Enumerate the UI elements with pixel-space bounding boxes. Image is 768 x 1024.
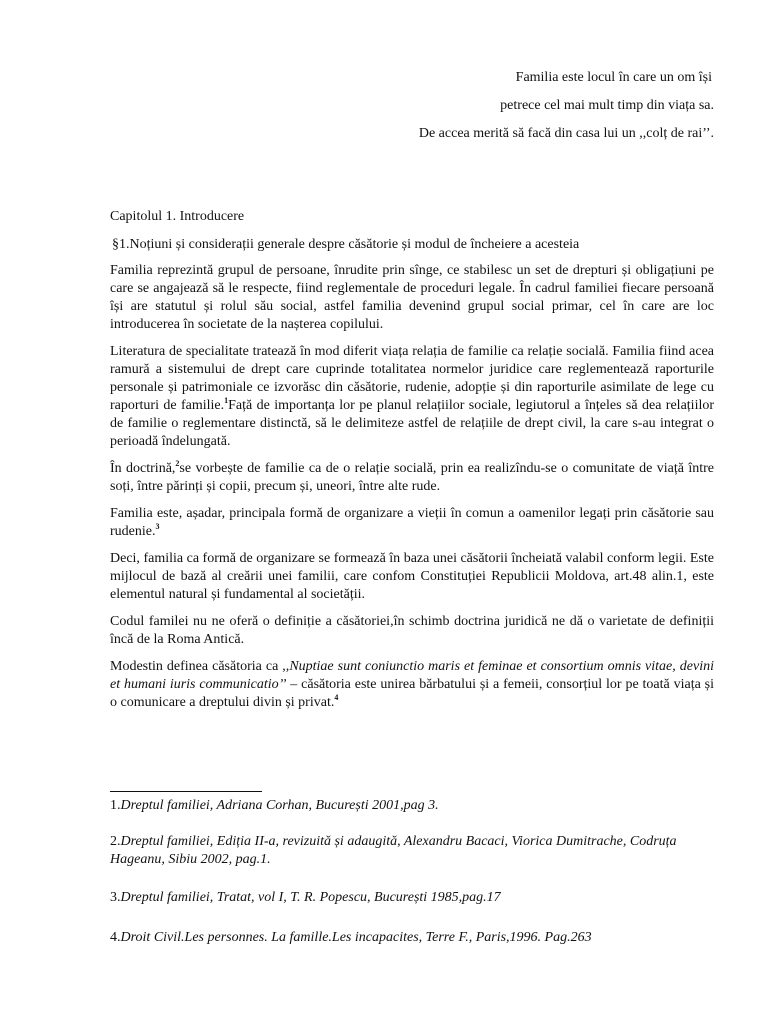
footnote-3-number: 3. [110,890,121,905]
footnote-2-number: 2. [110,834,121,849]
paragraph-3-text-b: se vorbește de familie ca de o relație socială, prin ea realizîndu-se o comunitate de viață între soți, între părinți și copii, precum și, uneori, între alte rude. [110,461,714,494]
footnote-2-text: Dreptul familiei, Ediția II-a, revizuită și adaugită, Alexandru Bacaci, Viorica Dumitrache, Codruța Hageanu, Sibiu 2002, pag.1. [110,834,677,867]
footnote-ref-1[interactable]: 1 [224,396,229,405]
paragraph-4-text: Familia este, așadar, principala formă de organizare a vieții în comun a oamenilor legați prin căsătorie sau rudenie. [110,506,714,539]
paragraph-2-text-b: Față de importanța lor pe planul relațiilor sociale, legiutorul a înțeles să dea relațiilor de familie o reglementare distinctă, să le delimiteze astfel de relațiile de drept civil, la care s-au integrat o perioadă îndelungată. [110,398,715,449]
paragraph-3 [110,460,714,496]
footnote-separator [110,791,262,792]
paragraph-1 [110,262,714,334]
epigraph-line-1: Familia este locul în care un om își [515,70,712,85]
body-text [110,262,714,721]
footnote-ref-3[interactable]: 3 [155,522,160,531]
chapter-heading: Capitolul 1. Introducere [110,209,245,224]
paragraph-7-text-a: Modestin definea căsătoria ca ,, [110,659,290,674]
footnote-ref-4[interactable]: 4 [334,693,339,702]
footnote-1-text: Dreptul familiei, Adriana Corhan, București 2001,pag 3. [120,798,439,813]
paragraph-5 [110,550,714,604]
footnote-1 [110,797,439,815]
paragraph-6-text: Codul familei nu ne oferă o definiție a căsătoriei,în schimb doctrina juridică ne dă o varietate de definiții încă de la Roma Antică. [110,614,714,647]
footnote-ref-2[interactable]: 2 [175,459,180,468]
section-heading: §1.Noțiuni și considerații generale despre căsătorie și modul de încheiere a acesteia [112,237,580,252]
footnote-3-text: Dreptul familiei, Tratat, vol I, T. R. Popescu, București 1985,pag.17 [120,890,501,905]
epigraph-line-3: De accea merită să facă din casa lui un ,,colț de rai’’. [418,126,714,141]
paragraph-2-text-a: Literatura de specialitate tratează în mod diferit viața relația de familie ca relație socială. Familia fiind acea ramură a sistemului de drept care cuprinde totalitatea normelor juridice care reglementează raporturile personale și patrimoniale ce izvorăsc din căsătorie, rudenie, adopție și din raporturile asimilate de lege cu raporturi de familie. [110,344,714,413]
latin-quote: Nuptiae sunt coniunctio maris et feminae et consortium omnis vitae, devini et humani iuris communicatio’’ [110,659,714,692]
paragraph-1-text: Familia reprezintă grupul de persoane, înrudite prin sînge, ce stabilesc un set de drepturi și obligațiuni pe care se angajează să le respecte, fiind reglementale de proceduri legale. În cadrul familiei fiecare persoană își are statutul și rolul său social, astfel familia devenind grupul social primar, cel în care are loc introducerea în societate de la nașterea copilului. [110,263,714,332]
paragraph-5-text: Deci, familia ca formă de organizare se formează în baza unei căsătorii încheiată valabil conform legii. Este mijlocul de bază al creării unei familii, care confom Constituției Republicii Moldova, art.48 alin.1, este elementul natural și fundamental al societății. [110,551,714,602]
footnote-3 [110,889,501,907]
epigraph-line-2: petrece cel mai mult timp din viața sa. [500,98,714,113]
footnote-1-number: 1. [110,798,121,813]
footnote-4-number: 4. [110,930,121,945]
footnote-2 [110,833,714,869]
footnote-4-text: Droit Civil.Les personnes. La famille.Les incapacites, Terre F., Paris,1996. Pag.263 [120,930,592,945]
paragraph-4 [110,505,714,541]
paragraph-6 [110,613,714,649]
footnote-4 [110,929,592,947]
paragraph-3-text-a: În doctrină, [110,461,176,476]
paragraph-2 [110,343,714,451]
paragraph-7-text-b: – căsătoria este unirea bărbatului și a femeii, consorțiul lor pe toată viața și o comunicare a dreptului divin și privat. [110,677,714,710]
paragraph-7 [110,658,714,712]
